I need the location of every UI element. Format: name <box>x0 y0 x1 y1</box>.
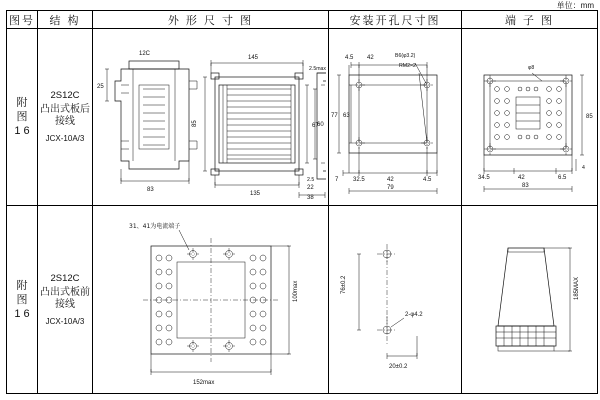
dim-85-term: 85 <box>586 114 593 120</box>
dim-25: 25 <box>97 84 104 90</box>
dim-60: 60 <box>317 122 324 128</box>
fig-no-cell-2 <box>7 206 38 394</box>
table-row <box>7 29 598 206</box>
dim-63: 63 <box>343 113 350 119</box>
structure-code-1: 2S12C <box>50 90 80 101</box>
dim-83: 83 <box>147 187 154 193</box>
terminal-cell-2 <box>462 206 598 394</box>
dim-4-term: 4 <box>582 165 585 171</box>
dim-83-term: 83 <box>522 183 529 189</box>
structure-cell-2 <box>38 206 93 394</box>
dim-42-term: 42 <box>518 175 525 181</box>
structure-model-1: JCX-10A/3 <box>45 134 85 143</box>
structure-code-2: 2S12C <box>50 272 80 284</box>
header-fig-no: 图号 <box>7 11 38 29</box>
dim-45-bot: 4.5 <box>423 177 432 183</box>
header-outline: 外 形 尺 寸 图 <box>93 11 329 29</box>
dim-79: 79 <box>387 185 394 191</box>
header-hole: 安装开孔尺寸图 <box>329 11 462 29</box>
dim-42-top: 42 <box>367 55 374 61</box>
dim-45-top: 4.5 <box>345 55 354 61</box>
structure-cell-1 <box>38 29 93 206</box>
fig-no-line-2: 图 <box>16 293 28 306</box>
fig-no-cell-1 <box>7 29 38 206</box>
fig-no-line-3: 1 6 <box>14 307 30 320</box>
outline-cell-2 <box>93 206 329 394</box>
structure-model-2: JCX-10A/3 <box>45 316 85 326</box>
fig-no-line-3: 1 6 <box>14 125 30 137</box>
label-rm2: RM2×2 <box>399 63 416 69</box>
structure-desc-1: 凸出式板后接线 <box>40 104 90 127</box>
header-terminal: 端 子 图 <box>462 11 598 29</box>
dim-145: 145 <box>248 55 259 61</box>
dim-76: 76±0.2 <box>341 275 347 294</box>
fig-no-line-1: 附 <box>16 279 28 292</box>
spec-table <box>6 10 598 394</box>
terminal-cell-1 <box>462 29 598 206</box>
table-row <box>7 206 598 394</box>
dim-38: 38 <box>307 195 314 201</box>
dim-7: 7 <box>335 177 339 183</box>
dim-325: 32.5 <box>353 177 365 183</box>
label-b6: B6(φ3.2) <box>395 53 416 59</box>
label-phi8: φ8 <box>528 65 535 71</box>
label-2phi42: 2-φ4.2 <box>405 312 423 318</box>
dim-20: 20±0.2 <box>389 364 408 370</box>
dim-25: 2.5 <box>307 177 315 183</box>
header-structure: 结 构 <box>38 11 93 29</box>
dim-42-bot: 42 <box>387 177 394 183</box>
structure-desc-2: 凸出式板前接线 <box>40 286 90 310</box>
dim-25max: 2.5max <box>309 66 326 72</box>
dim-12c: 12C <box>139 51 151 57</box>
dim-185max: 185MAX <box>574 276 580 300</box>
dim-22: 22 <box>307 185 314 191</box>
hole-cell-2 <box>329 206 462 394</box>
dim-85: 85 <box>192 120 198 127</box>
dim-345: 34.5 <box>478 175 490 181</box>
outline-note-2: 31、41为电流端子 <box>129 223 181 230</box>
outline-cell-1 <box>93 29 329 206</box>
dim-67: 67 <box>312 123 319 129</box>
dim-135: 135 <box>250 191 261 197</box>
table-header-row <box>7 11 598 29</box>
unit-note: 单位：mm <box>556 1 594 10</box>
dim-77: 77 <box>331 113 338 119</box>
dim-65: 6.5 <box>558 175 567 181</box>
hole-cell-1 <box>329 29 462 206</box>
dim-152max: 152max <box>193 380 215 386</box>
dim-100max: 100max <box>293 280 299 302</box>
fig-no-line-2: 图 <box>16 111 28 123</box>
fig-no-line-1: 附 <box>16 97 28 109</box>
